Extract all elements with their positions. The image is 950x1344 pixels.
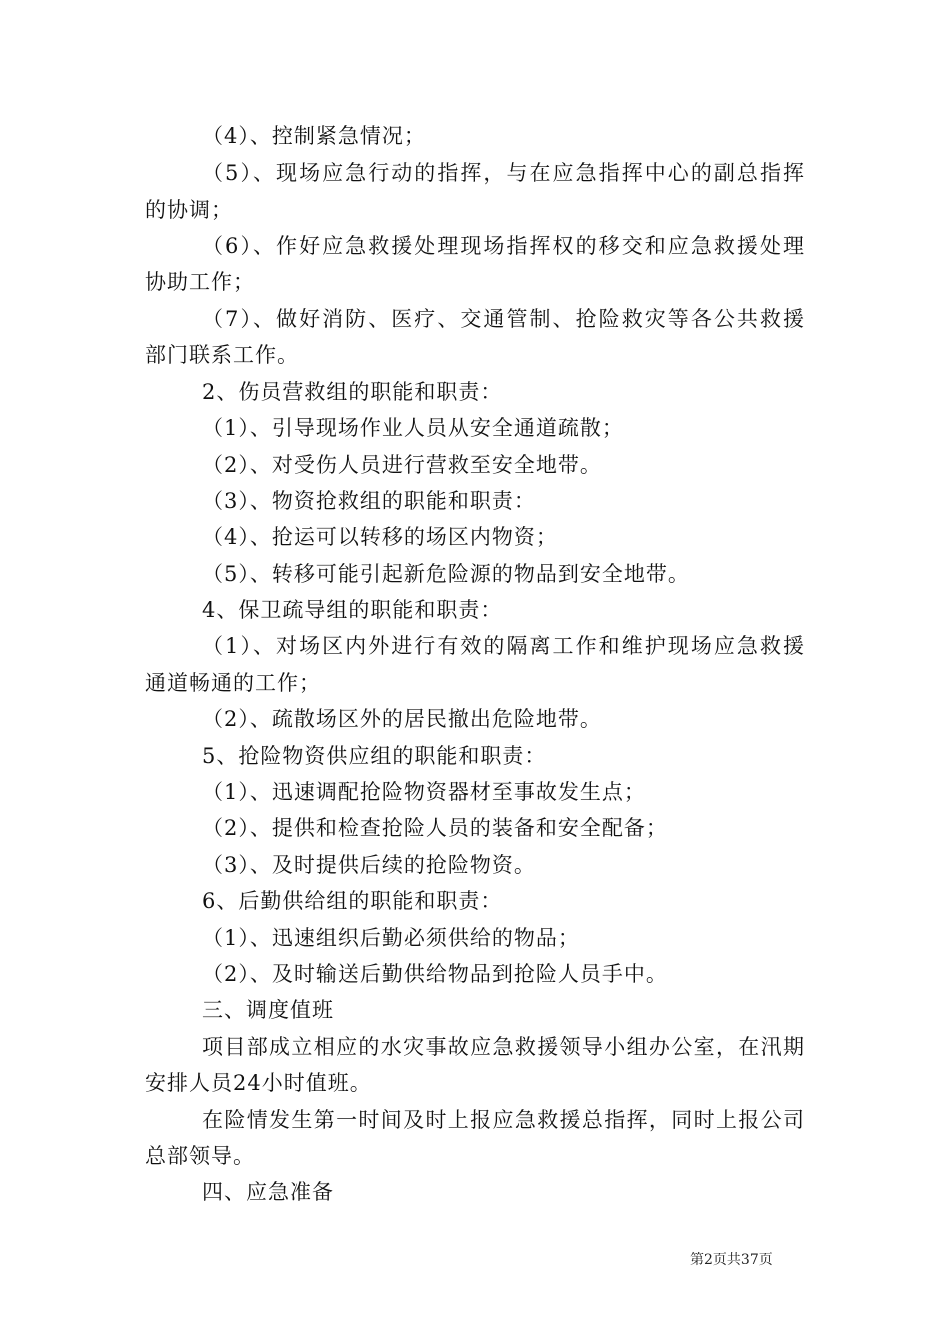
text-line: 在险情发生第一时间及时上报应急救援总指挥，同时上报公司 — [202, 1108, 804, 1132]
text-line: （3）、物资抢救组的职能和职责： — [202, 489, 536, 513]
text-line: （7）、做好消防、医疗、交通管制、抢险救灾等各公共救援 — [202, 307, 804, 331]
text-line: 的协调； — [145, 198, 233, 222]
text-line: （4）、抢运可以转移的场区内物资； — [202, 525, 558, 549]
section-heading: 5、抢险物资供应组的职能和职责： — [202, 744, 547, 768]
text-line: （5）、现场应急行动的指挥，与在应急指挥中心的副总指挥 — [202, 161, 804, 185]
text-line: 总部领导。 — [145, 1144, 255, 1168]
text-line: （1）、对场区内外进行有效的隔离工作和维护现场应急救援 — [202, 634, 804, 658]
text-line: 部门联系工作。 — [145, 343, 299, 367]
text-line: （2）、对受伤人员进行营救至安全地带。 — [202, 453, 602, 477]
text-line: 安排人员24小时值班。 — [145, 1071, 372, 1095]
text-line: （1）、引导现场作业人员从安全通道疏散； — [202, 416, 624, 440]
section-heading: 6、后勤供给组的职能和职责： — [202, 889, 503, 913]
text-line: （4）、控制紧急情况； — [202, 124, 426, 148]
text-line: （2）、疏散场区外的居民撤出危险地带。 — [202, 707, 602, 731]
text-line: （2）、提供和检查抢险人员的装备和安全配备； — [202, 816, 668, 840]
text-line: （1）、迅速调配抢险物资器材至事故发生点； — [202, 780, 646, 804]
section-heading: 4、保卫疏导组的职能和职责： — [202, 598, 503, 622]
text-line: 协助工作； — [145, 270, 255, 294]
text-line: 项目部成立相应的水灾事故应急救援领导小组办公室，在汛期 — [202, 1035, 804, 1059]
section-heading: 四、应急准备 — [202, 1180, 334, 1204]
text-line: （2）、及时输送后勤供给物品到抢险人员手中。 — [202, 962, 668, 986]
page-number: 第2页共37页 — [690, 1252, 773, 1268]
text-line: （1）、迅速组织后勤必须供给的物品； — [202, 926, 580, 950]
section-heading: 三、调度值班 — [202, 998, 334, 1022]
text-line: （6）、作好应急救援处理现场指挥权的移交和应急救援处理 — [202, 234, 804, 258]
text-line: 通道畅通的工作； — [145, 671, 321, 695]
text-line: （3）、及时提供后续的抢险物资。 — [202, 853, 536, 877]
text-line: （5）、转移可能引起新危险源的物品到安全地带。 — [202, 562, 690, 586]
section-heading: 2、伤员营救组的职能和职责： — [202, 380, 503, 404]
